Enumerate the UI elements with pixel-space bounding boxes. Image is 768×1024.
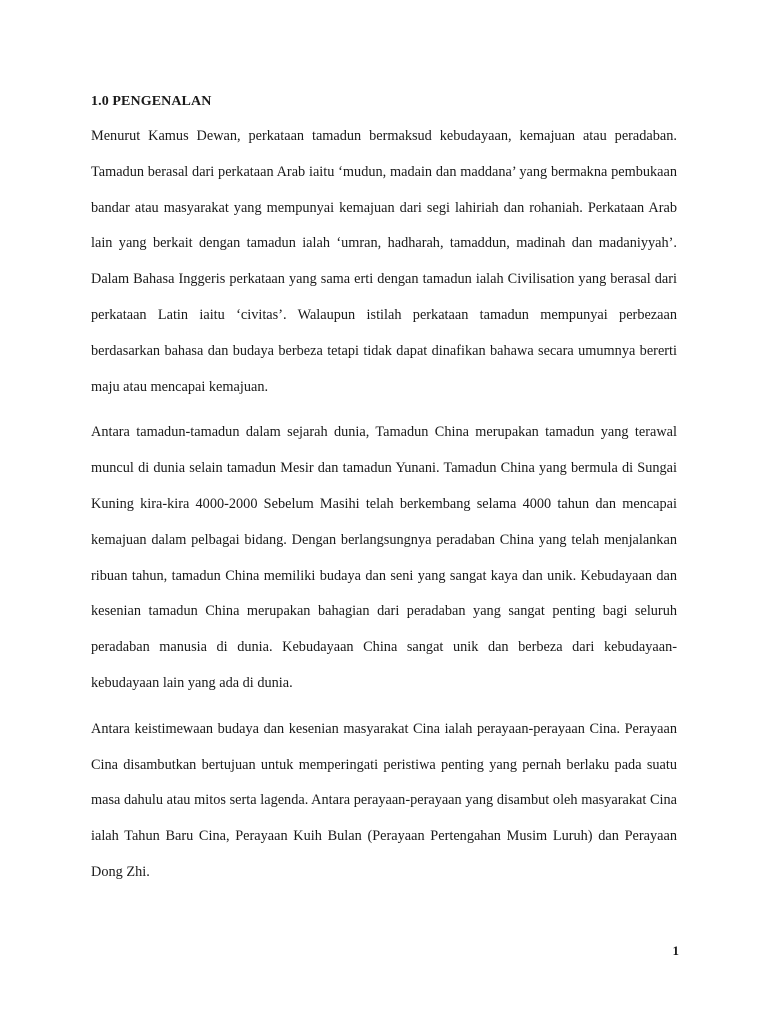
paragraph-1: Menurut Kamus Dewan, perkataan tamadun bermaksud kebudayaan, kemajuan atau peradaban. Tamadun berasal dari perkataan Arab iaitu ‘mudun, madain dan maddana’ yang bermakna pembukaan bandar atau masyarakat yang mempunyai kemajuan dari segi lahiriah dan rohaniah. Perkataan Arab lain yang berkait dengan tamadun ialah ‘umran, hadharah, tamaddun, madinah dan madaniyyah’. Dalam Bahasa Inggeris perkataan yang sama erti dengan tamadun ialah Civilisation yang berasal dari perkataan Latin iaitu ‘civitas’. Walaupun istilah perkataan tamadun mempunyai perbezaan berdasarkan bahasa dan budaya berbeza tetapi tidak dapat dinafikan bahawa secara umumnya bererti maju atau mencapai kemajuan.	[91, 128, 677, 395]
section-heading: 1.0 PENGENALAN	[91, 94, 212, 109]
paragraph-3: Antara keistimewaan budaya dan kesenian masyarakat Cina ialah perayaan-perayaan Cina. Perayaan Cina disambutkan bertujuan untuk memperingati peristiwa penting yang pernah berlaku pada suatu masa dahulu atau mitos serta lagenda. Antara perayaan-perayaan yang disambut oleh masyarakat Cina ialah Tahun Baru Cina, Perayaan Kuih Bulan (Perayaan Pertengahan Musim Luruh) dan Perayaan Dong Zhi.	[91, 720, 677, 880]
document-body	[91, 93, 677, 901]
page-number: 1	[672, 943, 679, 958]
paragraph-2: Antara tamadun-tamadun dalam sejarah dunia, Tamadun China merupakan tamadun yang terawal muncul di dunia selain tamadun Mesir dan tamadun Yunani. Tamadun China yang bermula di Sungai Kuning kira-kira 4000-2000 Sebelum Masihi telah berkembang selama 4000 tahun dan mencapai kemajuan dalam pelbagai bidang. Dengan berlangsungnya peradaban China yang telah menjalankan ribuan tahun, tamadun China memiliki budaya dan seni yang sangat kaya dan unik. Kebudayaan dan kesenian tamadun China merupakan bahagian dari peradaban yang sangat penting bagi seluruh peradaban manusia di dunia. Kebudayaan China sangat unik dan berbeza dari kebudayaan-kebudayaan lain yang ada di dunia.	[91, 424, 677, 691]
